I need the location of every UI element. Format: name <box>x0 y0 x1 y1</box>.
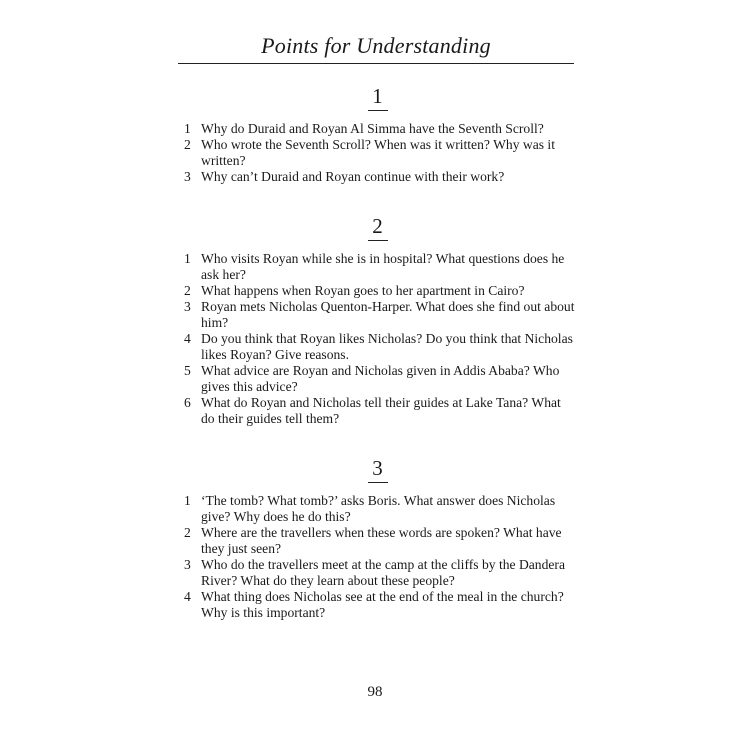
section-rule <box>368 482 388 483</box>
question-text: What happens when Royan goes to her apartment in Cairo? <box>201 283 525 298</box>
question-number: 4 <box>184 331 191 346</box>
question-text: Who wrote the Seventh Scroll? When was it written? Why was it written? <box>201 137 555 168</box>
section-rule <box>368 110 388 111</box>
question-number: 2 <box>184 137 191 152</box>
section-1 <box>180 84 575 185</box>
question-text: Why can’t Duraid and Royan continue with their work? <box>201 169 505 184</box>
question-text: Who do the travellers meet at the camp at the cliffs by the Dandera River? What do they learn about these people? <box>201 557 565 588</box>
section-2 <box>180 214 575 427</box>
question-item <box>180 395 575 427</box>
question-item <box>180 121 575 137</box>
question-text: Why do Duraid and Royan Al Simma have the Seventh Scroll? <box>201 121 544 136</box>
question-text: Do you think that Royan likes Nicholas? Do you think that Nicholas likes Royan? Give reasons. <box>201 331 573 362</box>
question-list <box>180 121 575 185</box>
question-number: 2 <box>184 525 191 540</box>
question-number: 4 <box>184 589 191 604</box>
title-rule <box>178 63 574 64</box>
question-text: ‘The tomb? What tomb?’ asks Boris. What answer does Nicholas give? Why does he do this? <box>201 493 556 524</box>
question-text: What advice are Royan and Nicholas given in Addis Ababa? Who gives this advice? <box>201 363 560 394</box>
question-number: 3 <box>184 299 191 314</box>
question-number: 5 <box>184 363 191 378</box>
question-item <box>180 589 575 621</box>
section-number: 2 <box>372 214 383 238</box>
question-list <box>180 251 575 427</box>
question-number: 3 <box>184 169 191 184</box>
question-list <box>180 493 575 621</box>
question-number: 1 <box>184 251 191 266</box>
question-item <box>180 525 575 557</box>
question-number: 2 <box>184 283 191 298</box>
question-text: What thing does Nicholas see at the end of the meal in the church? Why is this important? <box>201 589 564 620</box>
question-number: 1 <box>184 121 191 136</box>
question-text: Where are the travellers when these words are spoken? What have they just seen? <box>201 525 562 556</box>
question-number: 6 <box>184 395 191 410</box>
question-item <box>180 363 575 395</box>
section-3 <box>180 456 575 621</box>
section-rule <box>368 240 388 241</box>
question-text: Who visits Royan while she is in hospital? What questions does he ask her? <box>201 251 565 282</box>
question-text: What do Royan and Nicholas tell their guides at Lake Tana? What do their guides tell them? <box>201 395 561 426</box>
question-item <box>180 493 575 525</box>
section-number: 3 <box>372 456 383 480</box>
question-item <box>180 299 575 331</box>
question-text: Royan mets Nicholas Quenton-Harper. What does she find out about him? <box>201 299 575 330</box>
question-number: 1 <box>184 493 191 508</box>
question-item <box>180 557 575 589</box>
question-item <box>180 251 575 283</box>
page-number: 98 <box>367 684 383 700</box>
question-number: 3 <box>184 557 191 572</box>
section-number: 1 <box>372 84 383 108</box>
question-item <box>180 169 575 185</box>
page-title: Points for Understanding <box>261 33 491 58</box>
question-item <box>180 137 575 169</box>
question-item <box>180 331 575 363</box>
question-item <box>180 283 575 299</box>
